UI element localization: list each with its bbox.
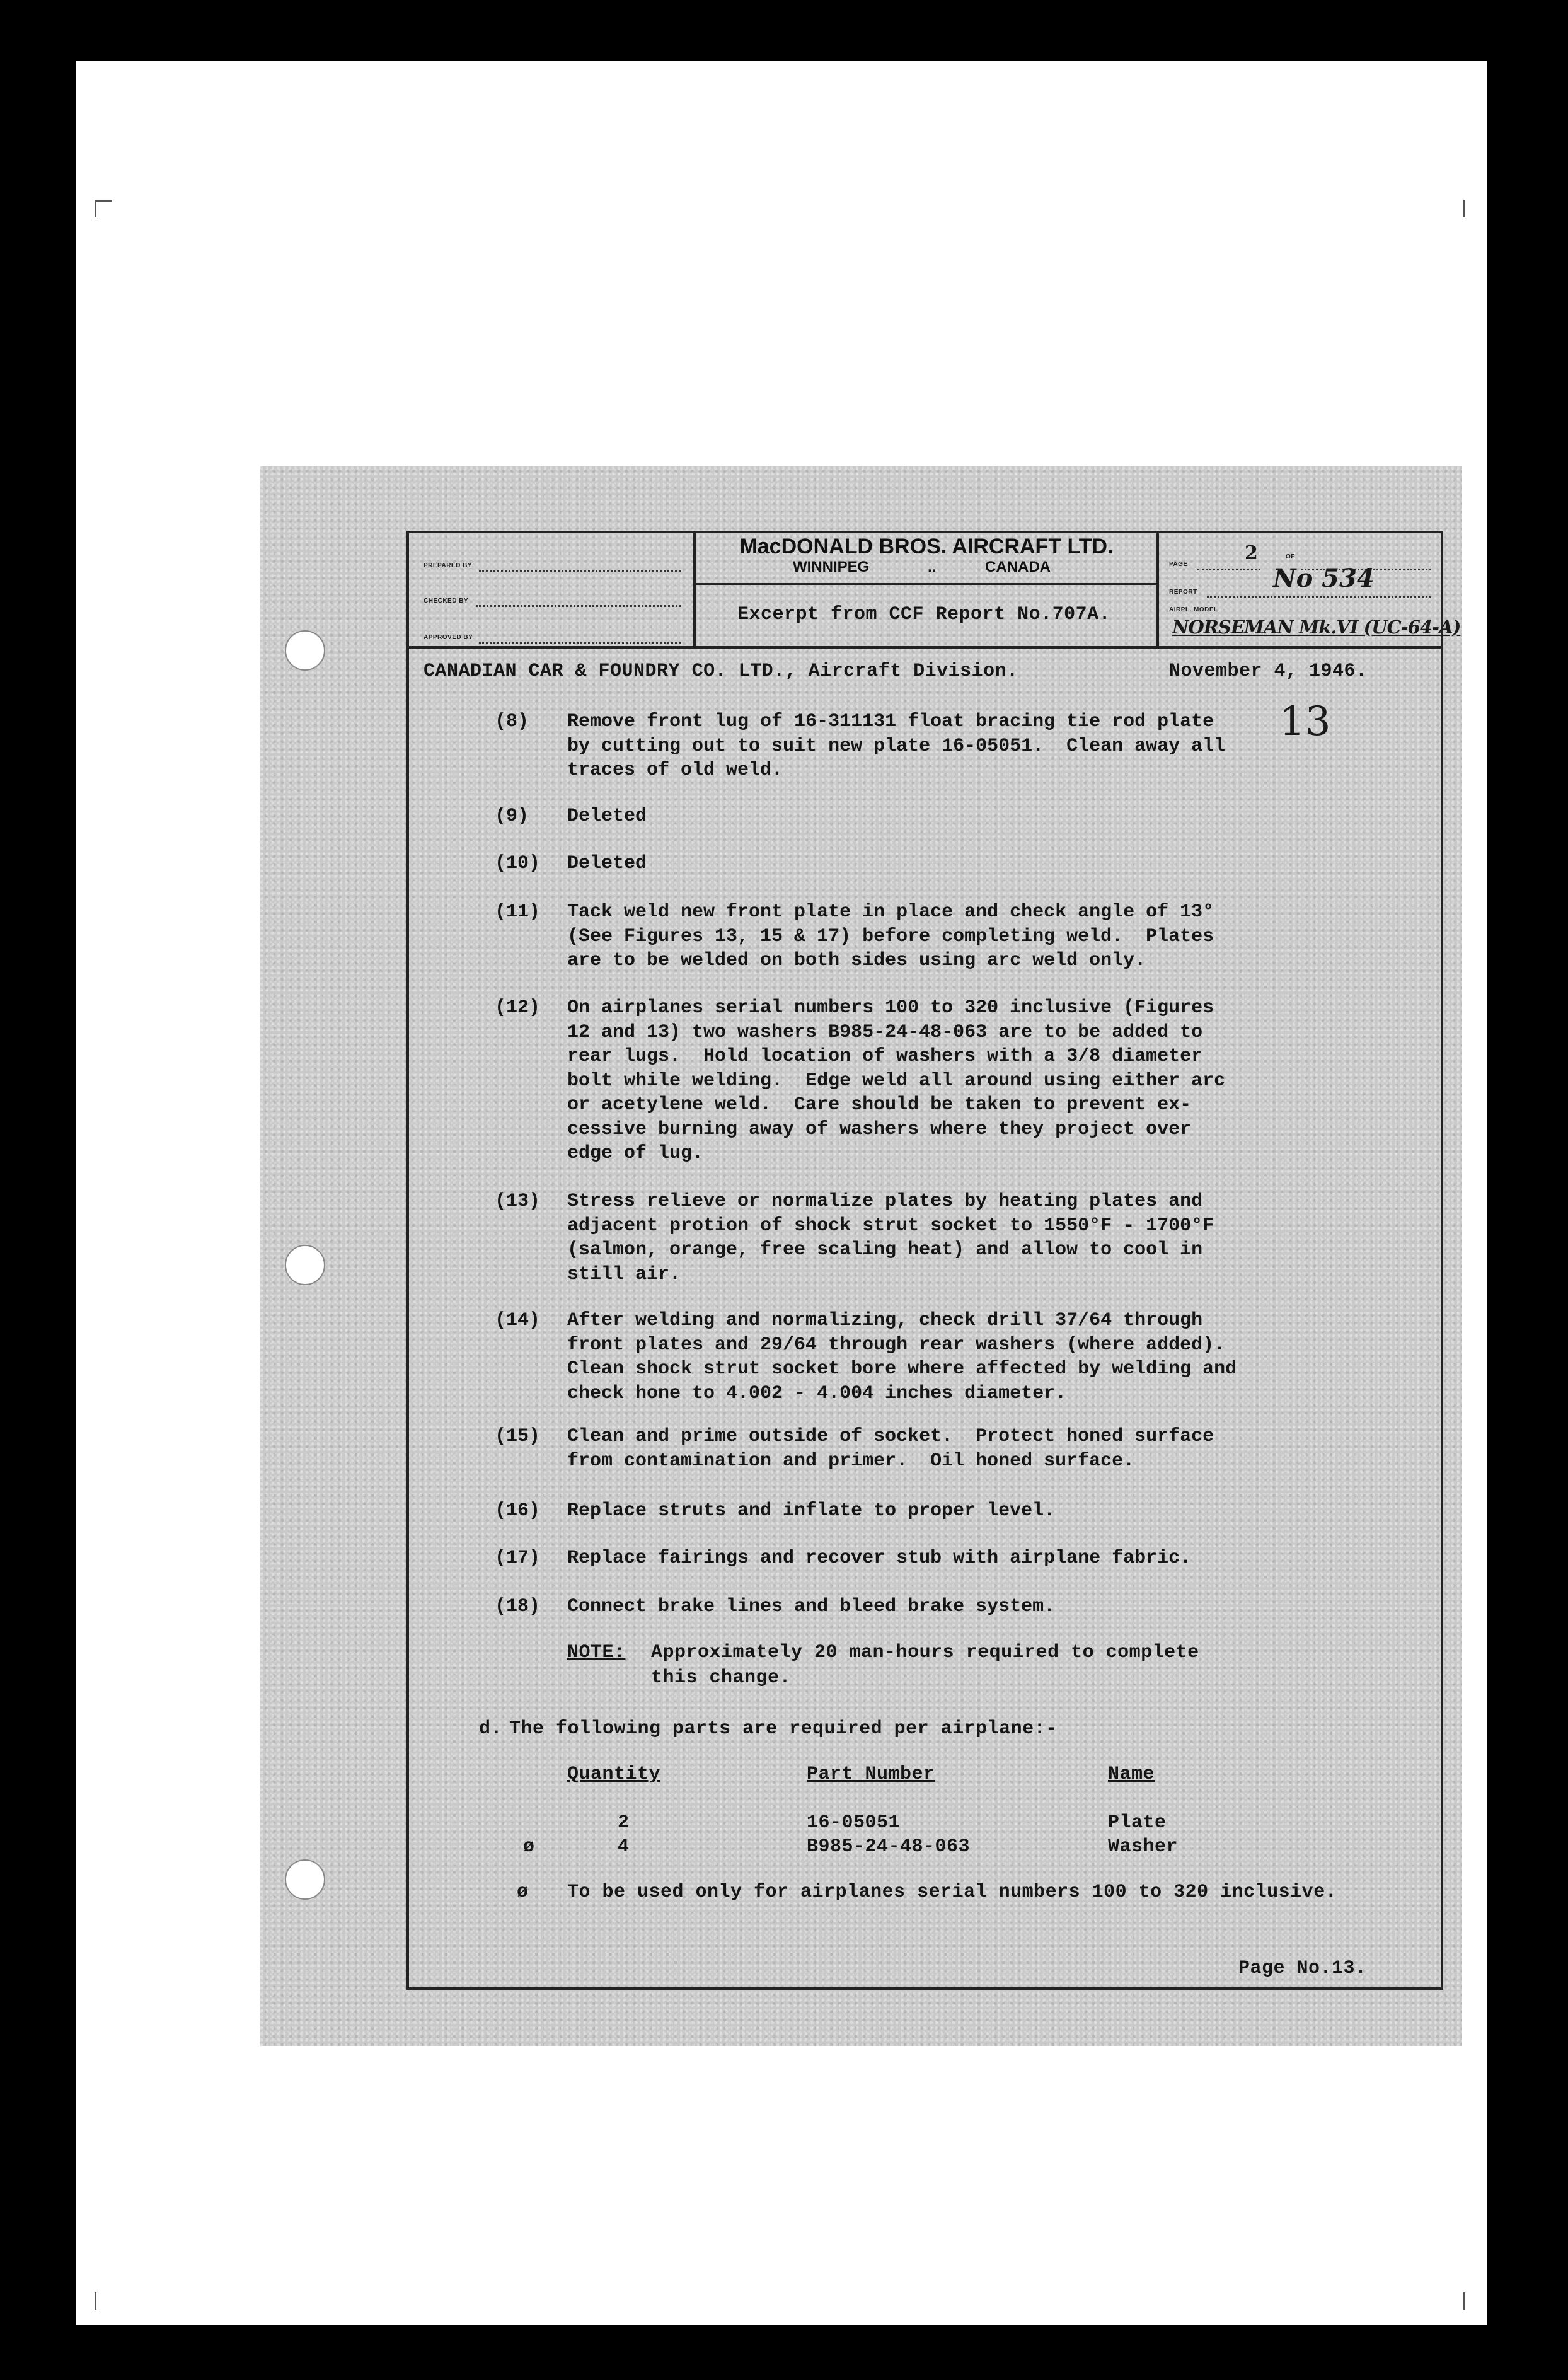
document-date: November 4, 1946. xyxy=(1169,661,1368,682)
step-text-line: 12 and 13) two washers B985-24-48-063 are to be added to xyxy=(567,1021,1203,1043)
step-number: (17) xyxy=(495,1547,541,1569)
prepared-by-line xyxy=(479,570,681,572)
page-line xyxy=(1197,569,1260,570)
binder-hole-bottom xyxy=(285,1859,325,1900)
note-label: NOTE: xyxy=(567,1642,626,1663)
footnote-mark: ø xyxy=(517,1881,529,1903)
report-line xyxy=(1207,596,1431,598)
step-number: (8) xyxy=(495,711,529,732)
model-label: AIRPL. MODEL xyxy=(1169,606,1218,613)
step-text-line: from contamination and primer. Oil honed surface. xyxy=(567,1450,1135,1472)
parts-row-1-part: 16-05051 xyxy=(807,1812,901,1834)
header-bottom-rule xyxy=(406,646,1443,649)
footnote-text: To be used only for airplanes serial numbers 100 to 320 inclusive. xyxy=(567,1881,1337,1903)
step-number: (12) xyxy=(495,997,541,1019)
corner-mark-bottom-left xyxy=(95,2292,96,2310)
note-line-1: Approximately 20 man-hours required to complete xyxy=(651,1642,1199,1663)
step-text-line: (See Figures 13, 15 & 17) before completing weld. Plates xyxy=(567,925,1214,947)
binder-hole-middle xyxy=(285,1245,325,1285)
step-text-line: Deleted xyxy=(567,806,647,827)
step-text-line: bolt while welding. Edge weld all around using either arc xyxy=(567,1070,1226,1092)
parts-row-1-qty: 2 xyxy=(618,1812,630,1834)
of-label: OF xyxy=(1286,553,1295,560)
step-number: (11) xyxy=(495,901,541,923)
airplane-model: NORSEMAN Mk.VI (UC-64-A) xyxy=(1172,616,1461,638)
step-number: (10) xyxy=(495,853,541,874)
parts-letter: d. xyxy=(479,1718,503,1740)
step-text-line: adjacent protion of shock strut socket to 1550°F - 1700°F xyxy=(567,1215,1214,1237)
city-separator: .. xyxy=(928,558,937,575)
step-number: (18) xyxy=(495,1596,541,1617)
step-text-line: Replace struts and inflate to proper level. xyxy=(567,1500,1056,1522)
step-text-line: front plates and 29/64 through rear washers (where added). xyxy=(567,1334,1226,1356)
parts-intro: The following parts are required per airplane:- xyxy=(509,1718,1058,1740)
step-number: (15) xyxy=(495,1426,541,1447)
corner-mark-top-left-v xyxy=(95,200,96,217)
step-number: (16) xyxy=(495,1500,541,1522)
approved-by-line xyxy=(479,642,681,644)
corner-mark-top-left xyxy=(95,200,112,202)
report-label: REPORT xyxy=(1169,589,1197,596)
header-divider-left xyxy=(693,531,696,647)
checked-by-label: CHECKED BY xyxy=(424,598,469,604)
step-text-line: cessive burning away of washers where they project over xyxy=(567,1118,1192,1140)
step-number: (13) xyxy=(495,1191,541,1212)
company-division: CANADIAN CAR & FOUNDRY CO. LTD., Aircraft Division. xyxy=(424,661,1018,682)
binder-hole-top xyxy=(285,630,325,671)
step-text-line: Clean and prime outside of socket. Protect honed surface xyxy=(567,1426,1214,1447)
page-label: PAGE xyxy=(1169,561,1188,568)
step-text-line: Remove front lug of 16-311131 float bracing tie rod plate xyxy=(567,711,1214,732)
parts-header-quantity: Quantity xyxy=(567,1764,661,1785)
parts-row-2-mark: ø xyxy=(523,1836,535,1857)
step-text-line: check hone to 4.002 - 4.004 inches diameter. xyxy=(567,1382,1067,1404)
checked-by-line xyxy=(476,605,681,607)
step-text-line: Tack weld new front plate in place and check angle of 13° xyxy=(567,901,1214,923)
company-country: CANADA xyxy=(985,558,1051,575)
step-text-line: Replace fairings and recover stub with airplane fabric. xyxy=(567,1547,1192,1569)
excerpt-title: Excerpt from CCF Report No.707A. xyxy=(737,604,1111,625)
company-name: MacDONALD BROS. AIRCRAFT LTD. xyxy=(739,534,1114,558)
step-text-line: by cutting out to suit new plate 16-05051. Clean away all xyxy=(567,735,1226,757)
header-divider-right xyxy=(1156,531,1159,647)
step-text-line: rear lugs. Hold location of washers with a 3/8 diameter xyxy=(567,1046,1203,1067)
parts-header-name: Name xyxy=(1108,1764,1155,1785)
step-text-line: Stress relieve or normalize plates by heating plates and xyxy=(567,1191,1203,1212)
note-line-2: this change. xyxy=(651,1667,792,1689)
report-number: No 534 xyxy=(1273,563,1375,593)
step-text-line: After welding and normalizing, check drill 37/64 through xyxy=(567,1310,1203,1331)
step-text-line: Deleted xyxy=(567,853,647,874)
parts-header-part-number: Part Number xyxy=(807,1764,935,1785)
step-text-line: Connect brake lines and bleed brake system. xyxy=(567,1596,1056,1617)
parts-row-2-name: Washer xyxy=(1108,1836,1179,1857)
parts-row-1-name: Plate xyxy=(1108,1812,1167,1834)
step-text-line: or acetylene weld. Care should be taken to prevent ex- xyxy=(567,1094,1192,1116)
header-center-rule xyxy=(693,583,1158,585)
step-text-line: traces of old weld. xyxy=(567,760,783,781)
parts-row-2-qty: 4 xyxy=(618,1836,630,1857)
parts-row-2-part: B985-24-48-063 xyxy=(807,1836,971,1857)
step-text-line: still air. xyxy=(567,1263,681,1285)
prepared-by-label: PREPARED BY xyxy=(424,562,472,569)
company-city: WINNIPEG xyxy=(793,558,870,575)
step-number: (14) xyxy=(495,1310,541,1331)
step-number: (9) xyxy=(495,806,529,827)
page-number: 2 xyxy=(1245,542,1258,564)
footer-page-number: Page No.13. xyxy=(1238,1958,1367,1979)
margin-page-mark: 13 xyxy=(1279,698,1331,745)
corner-mark-top-right xyxy=(1463,200,1465,217)
step-text-line: On airplanes serial numbers 100 to 320 inclusive (Figures xyxy=(567,997,1214,1019)
approved-by-label: APPROVED BY xyxy=(424,634,473,641)
step-text-line: edge of lug. xyxy=(567,1143,704,1164)
corner-mark-bottom-right xyxy=(1463,2292,1465,2310)
step-text-line: are to be welded on both sides using arc weld only. xyxy=(567,950,1146,971)
step-text-line: Clean shock strut socket bore where affected by welding and xyxy=(567,1358,1237,1380)
step-text-line: (salmon, orange, free scaling heat) and allow to cool in xyxy=(567,1239,1203,1261)
